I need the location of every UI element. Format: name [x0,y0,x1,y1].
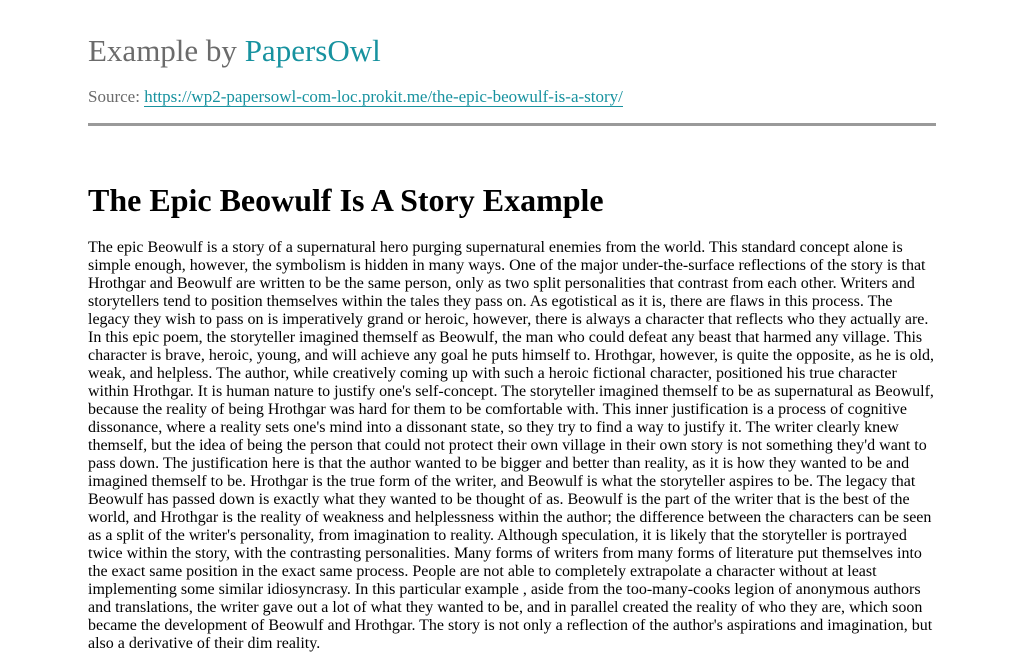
brand-prefix: Example by [88,33,245,68]
page-header [88,32,936,108]
header-divider [88,123,936,126]
source-url-link[interactable]: https://wp2-papersowl-com-loc.prokit.me/the-epic-beowulf-is-a-story/ [144,87,623,106]
source-label: Source: [88,87,145,106]
brand-name-link[interactable]: PapersOwl [244,33,381,68]
article-body: The epic Beowulf is a story of a supernatural hero purging supernatural enemies from the world. This standard concept alone is simple enough, however, the symbolism is hidden in many ways. One of the major under-the-surface reflections of the story is that Hrothgar and Beowulf are written to be the same person, only as two split personalities that contrast from each other. Writers and storytellers tend to position themselves within the tales they pass on. As egotistical as it is, there are flaws in this process. The legacy they wish to pass on is imperatively grand or heroic, however, there is always a character that reflects who they actually are. In this epic poem, the storyteller imagined themself as Beowulf, the man who could defeat any beast that harmed any village. This character is brave, heroic, young, and will achieve any goal he puts himself to. Hrothgar, however, is quite the opposite, as he is old, weak, and helpless. The author, while creatively coming up with such a heroic fictional character, positioned his true character within Hrothgar. It is human nature to justify one's self-concept. The storyteller imagined themself to be as supernatural as Beowulf, because the reality of being Hrothgar was hard for them to be comfortable with. This inner justification is a process of cognitive dissonance, where a reality sets one's mind into a dissonant state, so they try to find a way to justify it. The writer clearly knew themself, but the idea of being the person that could not protect their own village in their own story is not something they'd want to pass down. The justification here is that the author wanted to be bigger and better than reality, as it is how they wanted to be and imagined themself to be. Hrothgar is the true form of the writer, and Beowulf is what the storyteller aspires to be. The legacy that Beowulf has passed down is exactly what they wanted to be thought of as. Beowulf is the part of the writer that is the best of the world, and Hrothgar is the reality of weakness and helplessness within the author; the difference between the characters can be seen as a split of the writer's personality, from imagination to reality. Although speculation, it is likely that the storyteller is portrayed twice within the story, with the contrasting personalities. Many forms of writers from many forms of literature put themselves into the exact same position in the exact same process. People are not able to completely extrapolate a character without at least implementing some similar idiosyncrasy. In this particular example , aside from the too-many-cooks legion of anonymous authors and translations, the writer gave out a lot of what they wanted to be, and in parallel created the reality of who they are, which soon became the development of Beowulf and Hrothgar. The story is not only a reflection of the author's aspirations and imagination, but also a derivative of their dim reality. [88,239,935,652]
source-line [88,86,936,108]
brand-line [88,32,936,70]
article-title: The Epic Beowulf Is A Story Example [88,182,604,218]
